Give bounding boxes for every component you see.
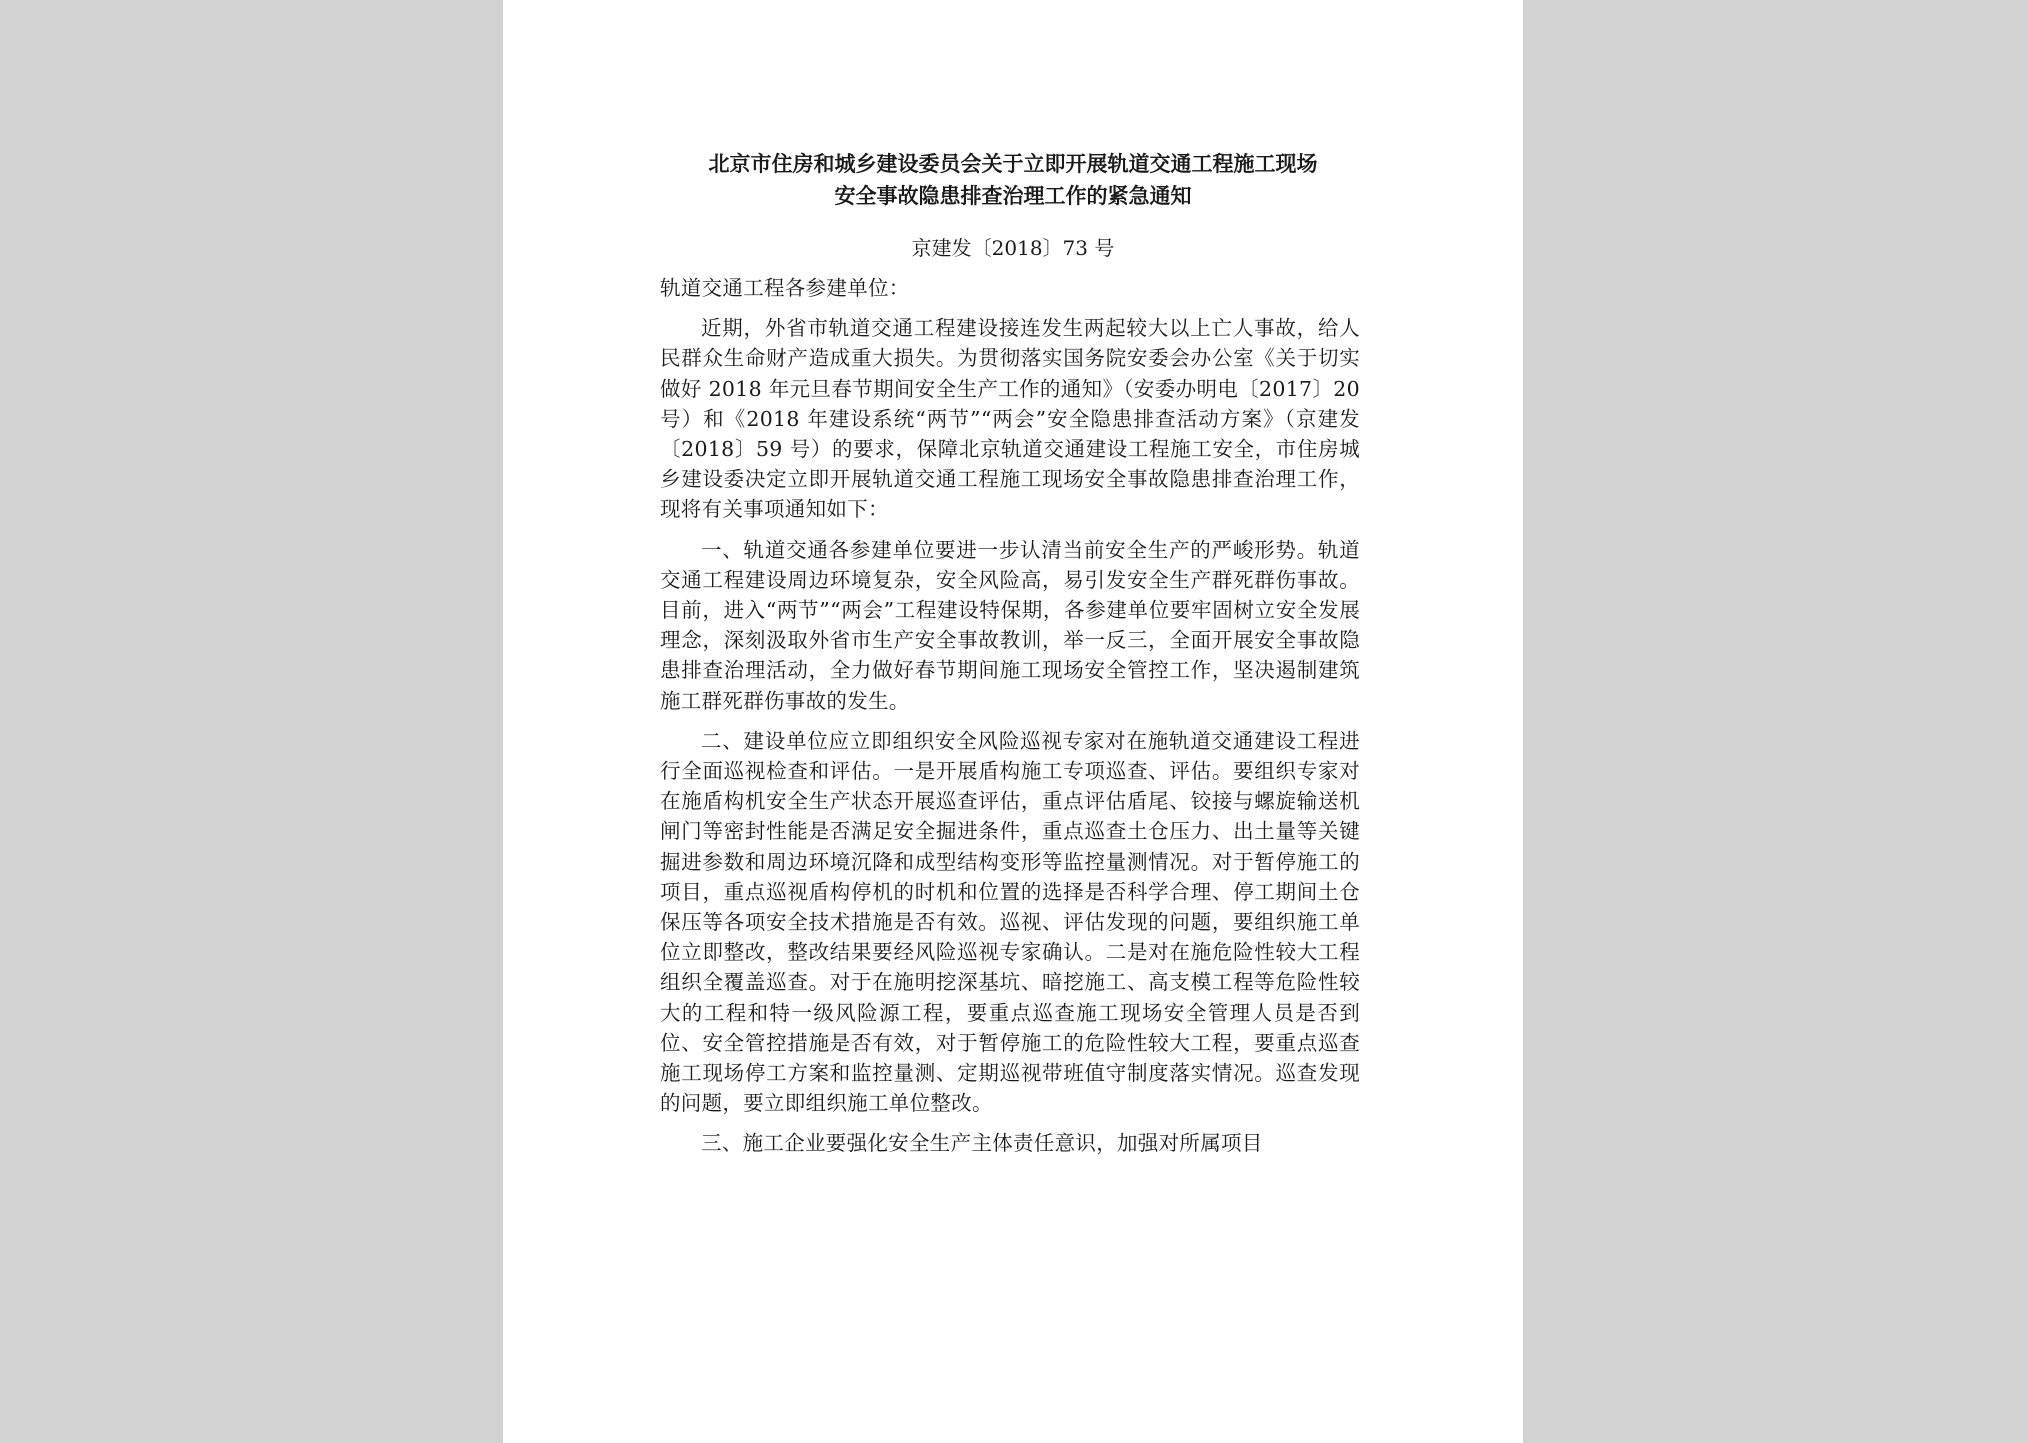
paragraph-section-1: 一、轨道交通各参建单位要进一步认清当前安全生产的严峻形势。轨道交通工程建设周边环境复杂，安全风险高，易引发安全生产群死群伤事故。目前，进入“两节”“两会”工程建设特保期，各参建单位要牢固树立安全发展理念，深刻汲取外省市生产安全事故教训，举一反三，全面开展安全事故隐患排查治理活动，全力做好春节期间施工现场安全管控工作，坚决遏制建筑施工群死群伤事故的发生。 <box>660 537 1360 713</box>
title-line-1: 北京市住房和城乡建设委员会关于立即开展轨道交通工程施工现场 <box>708 152 1318 176</box>
document-number: 京建发〔2018〕73 号 <box>911 236 1115 260</box>
document-title <box>503 148 1523 212</box>
paragraph-section-3: 三、施工企业要强化安全生产主体责任意识，加强对所属项目 <box>701 1131 1263 1156</box>
document-body <box>660 273 1360 1169</box>
title-line-2: 安全事故隐患排查治理工作的紧急通知 <box>834 184 1192 208</box>
paragraph-section-2: 二、建设单位应立即组织安全风险巡视专家对在施轨道交通建设工程进行全面巡视检查和评估。一是开展盾构施工专项巡查、评估。要组织专家对在施盾构机安全生产状态开展巡查评估，重点评估盾尾、铰接与螺旋输送机闸门等密封性能是否满足安全掘进条件，重点巡查土仓压力、出土量等关键掘进参数和周边环境沉降和成型结构变形等监控量测情况。对于暂停施工的项目，重点巡视盾构停机的时机和位置的选择是否科学合理、停工期间土仓保压等各项安全技术措施是否有效。巡视、评估发现的问题，要组织施工单位立即整改，整改结果要经风险巡视专家确认。二是对在施危险性较大工程组织全覆盖巡查。对于在施明挖深基坑、暗挖施工、高支模工程等危险性较大的工程和特一级风险源工程，要重点巡查施工现场安全管理人员是否到位、安全管控措施是否有效，对于暂停施工的危险性较大工程，要重点巡查施工现场停工方案和监控量测、定期巡视带班值守制度落实情况。巡查发现的问题，要立即组织施工单位整改。 <box>660 728 1360 1116</box>
salutation: 轨道交通工程各参建单位： <box>660 276 910 300</box>
paragraph-intro: 近期，外省市轨道交通工程建设接连发生两起较大以上亡人事故，给人民群众生命财产造成重大损失。为贯彻落实国务院安委会办公室《关于切实做好 2018 年元旦春节期间安全生产工作的通知》（安委办明电〔2017〕20 号）和《2018 年建设系统“两节”“两会”安全隐患排查活动方案》（京建发〔2018〕59 号）的要求，保障北京轨道交通建设工程施工安全，市住房城乡建设委决定立即开展轨道交通工程施工现场安全事故隐患排查治理工作，现将有关事项通知如下： <box>660 316 1360 522</box>
document-page <box>503 0 1523 1443</box>
